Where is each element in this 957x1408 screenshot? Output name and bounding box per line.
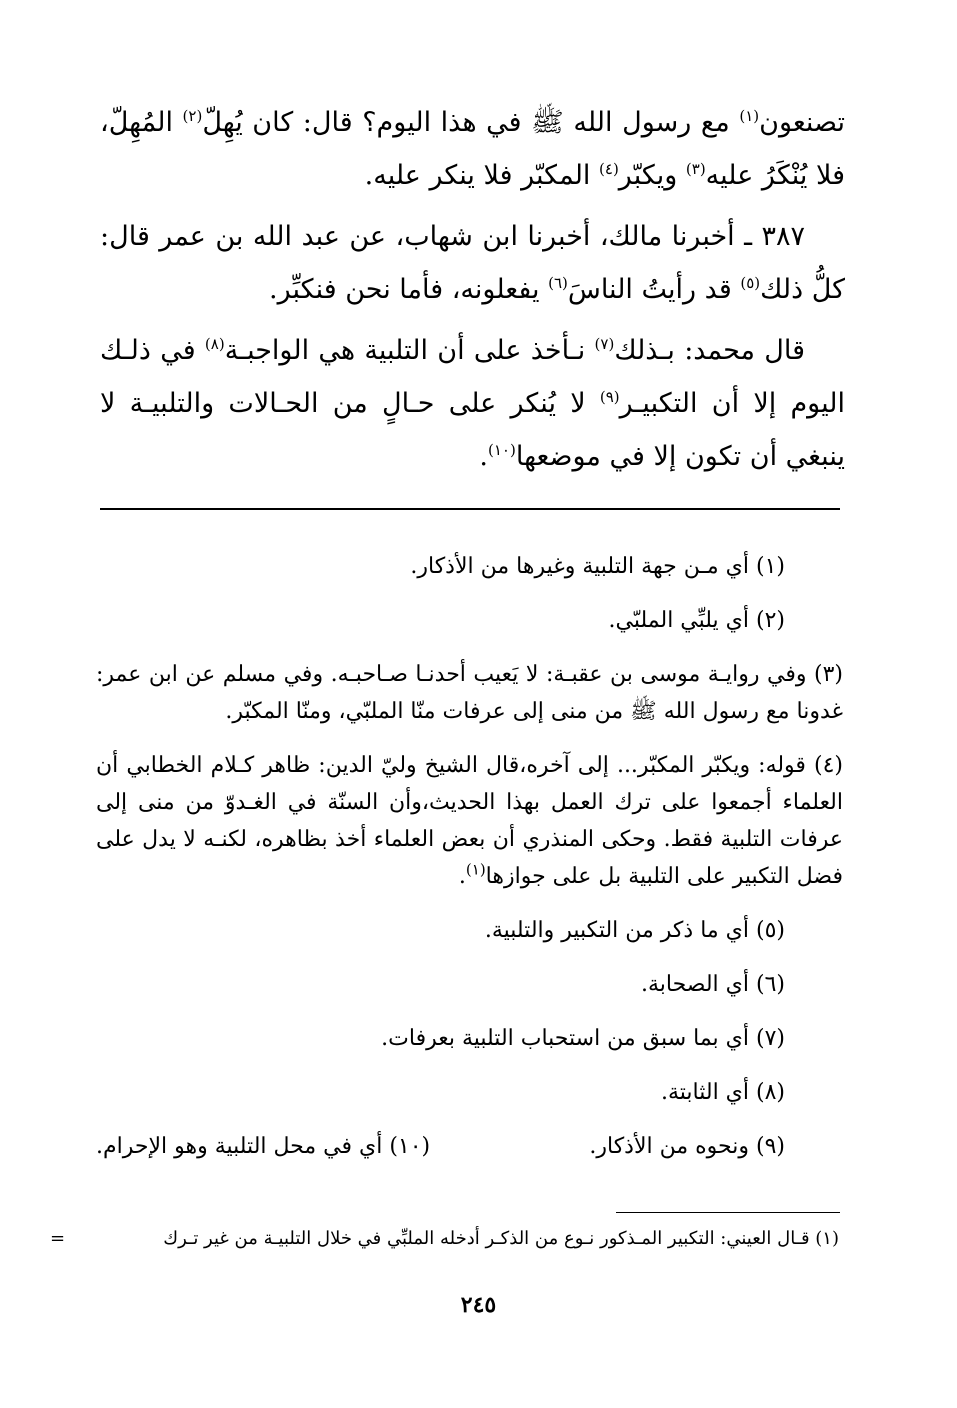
footnote-ref-3: (٣)	[685, 160, 706, 178]
footnote-5: (٥) أي ما ذكر من التكبير والتلبية.	[484, 918, 785, 943]
muhammad-commentary: قال محمد: بـذلك$^{(٧)}$ نـأخذ على أن التلبية هي الواجبـة$^{(٨)}$ في ذلـك اليوم إلا أن التكبيـر$^{(٩)}$ لا يُنكر على حـالٍ من الحـالات والتلبيـة لا ينبغي أن تكون إلا في موضعها$^{(١٠)}$.	[100, 335, 845, 472]
footnote-ref-10: (١٠)	[488, 441, 516, 459]
footnote-3: (٣) وفي روايـة موسى بن عقبـة: لا يَعيب أحدنـا صـاحبـه. وفي مسلم عن ابن عمر: غدونا مع رسول الله ﷺ من منى إلى عرفات منّا الملبّي، ومنّا المكبّر.	[96, 662, 843, 724]
sub-footnote-ref: (١)	[465, 860, 486, 879]
page-number: ٢٤٥	[460, 1292, 497, 1318]
footnote-4: (٤) قوله: ويكبّر المكبّر... إلى آخره،قال الشيخ وليّ الدين: ظاهر كـلام الخطابي أن العلماء أجمعوا على ترك العمل بهذا الحديث،وأن السنّة في الغـدوّ من منى إلى عرفات التلبية فقط. وحكى المنذري أن بعض العلماء أخذ بظاهره، لكنـه لا يدل على فضل التكبير على التلبية بل على جوازها$^{(١)}$.	[96, 753, 843, 889]
footnote-6: (٦) أي الصحابة.	[640, 972, 785, 997]
main-text	[100, 96, 845, 491]
footnote-2: (٢) أي يلبِّي الملبّي.	[608, 608, 785, 633]
footnote-1: (١) أي مـن جهة التلبية وغيرها من الأذكار.	[410, 554, 785, 579]
footnotes	[96, 548, 843, 1182]
footnote-9: (٩) ونحوه من الأذكار.	[589, 1134, 785, 1159]
sub-footnote	[50, 1224, 839, 1254]
footnote-9-10-row	[96, 1128, 843, 1165]
hadith-387: ٣٨٧ ـ أخبرنا مالك، أخبرنا ابن شهاب، عن عبد الله بن عمر قال: كلُّ ذلك$^{(٥)}$ قد رأيتُ الناسَ$^{(٦)}$ يفعلونه، فأما نحن فنكبِّر.	[100, 221, 845, 305]
footnote-ref-2: (٢)	[182, 107, 203, 125]
continuation-mark: =	[50, 1228, 66, 1249]
footnote-ref-7: (٧)	[594, 335, 615, 353]
sub-footnote-text: (١) قـال العيني: التكبير المـذكور نـوع من الذكـر أدخله الملبِّي في خلال التلبيـة من غير تـرك	[163, 1228, 839, 1249]
footnote-ref-8: (٨)	[204, 335, 225, 353]
footnote-ref-6: (٦)	[548, 274, 568, 292]
footnote-ref-5: (٥)	[740, 274, 761, 292]
footnote-10: (١٠) أي في محل التلبية وهو الإحرام.	[96, 1134, 431, 1159]
footnote-ref-9: (٩)	[599, 388, 620, 406]
main-paragraph-1: تصنعون$^{(١)}$ مع رسول الله ﷺ في هذا اليوم؟ قال: كان يُهِلّ$^{(٢)}$ المُهِلّ، فلا يُنْكَرُ عليه$^{(٣)}$ ويكبّر$^{(٤)}$ المكبّر فلا ينكر عليه.	[100, 107, 845, 191]
footnote-ref-4: (٤)	[599, 160, 619, 178]
sub-footnote-separator	[616, 1212, 840, 1213]
footnote-ref-1: (١)	[739, 107, 760, 125]
footnote-7: (٧) أي بما سبق من استحباب التلبية بعرفات.	[381, 1026, 785, 1051]
footnote-separator	[100, 508, 840, 510]
footnote-8: (٨) أي الثابتة.	[660, 1080, 785, 1105]
